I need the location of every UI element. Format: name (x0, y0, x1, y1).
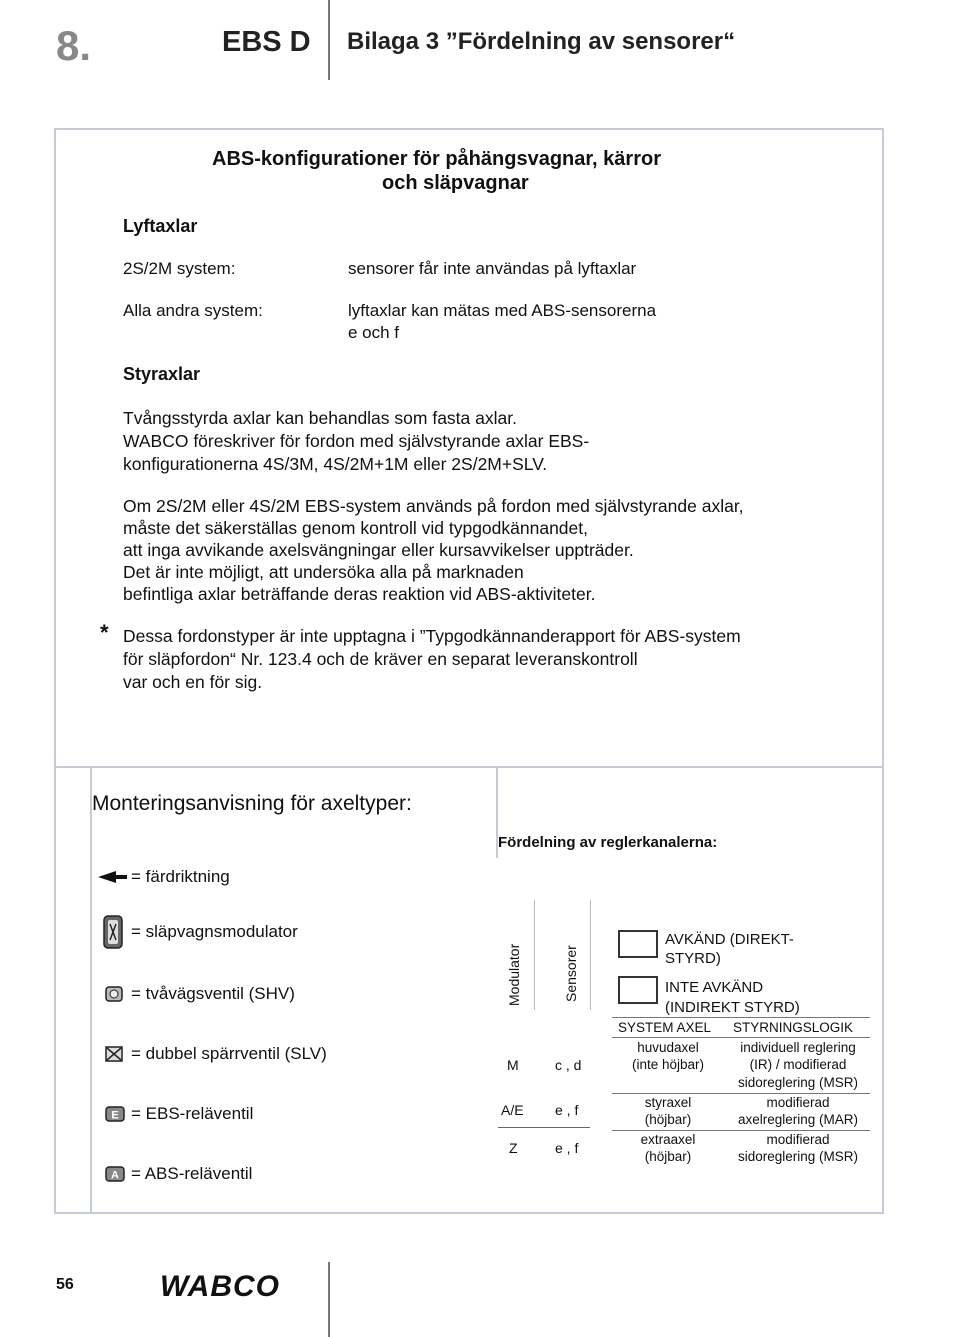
row-sensors-3: e , f (555, 1140, 579, 1156)
para1-line2: WABCO föreskriver för fordon med självstyrande axlar EBS- (123, 431, 590, 451)
legend-abs-relay: = ABS-reläventil (131, 1164, 253, 1183)
mounting-left-rule (90, 768, 92, 1212)
logic-header: STYRNINGSLOGIK (733, 1020, 854, 1035)
not-sensed-key-line1: INTE AVKÄND (665, 979, 764, 996)
ebs-icon-letter: E (111, 1109, 119, 1122)
legend-modulator: = släpvagnsmodulator (131, 922, 298, 941)
axle-table-top-rule (612, 1017, 870, 1018)
sensed-key-line1: AVKÄND (DIREKT- (665, 931, 794, 948)
row1-text: sensorer får inte användas på lyftaxlar (348, 259, 637, 278)
col-divider-1 (534, 900, 535, 1010)
note-asterisk: * (100, 620, 109, 645)
para1-line3: konfigurationerna 4S/3M, 4S/2M+1M eller 2S/2M+SLV. (123, 454, 548, 474)
sensed-key-box (618, 930, 658, 958)
header-divider (328, 0, 330, 80)
legend-two-way-valve: = tvåvägsventil (SHV) (131, 984, 295, 1003)
axle1-line2: (inte höjbar) (631, 1057, 705, 1072)
legend-direction: = färdriktning (131, 867, 230, 886)
wabco-logo: WABCO (160, 1270, 280, 1303)
chapter-number: 8. (56, 22, 92, 69)
para2-line1: Om 2S/2M eller 4S/2M EBS-system används på fordon med självstyrande axlar, (123, 496, 744, 516)
legend-ebs-relay: = EBS-reläventil (131, 1104, 254, 1123)
axle-row1-rule (612, 1093, 870, 1094)
para2-line3: att inga avvikande axelsvängningar eller kursavvikelser uppträder. (123, 540, 634, 560)
row-modulator-2: A/E (501, 1102, 524, 1118)
note-line1: Dessa fordonstyper är inte upptagna i ”Typgodkännanderapport för ABS-system (123, 626, 741, 646)
abs-icon-letter: A (111, 1169, 119, 1182)
distribution-title: Fördelning av reglerkanalerna: (498, 834, 718, 851)
row2-text-2: e och f (348, 323, 400, 342)
sensed-key-line2: STYRD) (665, 950, 721, 967)
logic1-line2: (IR) / modifierad (749, 1057, 847, 1072)
legend-double-check-valve: = dubbel spärrventil (SLV) (131, 1044, 327, 1063)
ebs-relay-valve-icon (104, 1104, 126, 1124)
axle3-line2: (höjbar) (644, 1149, 692, 1164)
para2-line2: måste det säkerställas genom kontroll vid typgodkännandet, (123, 518, 588, 538)
axle2-line1: styraxel (644, 1095, 692, 1110)
row2-label: Alla andra system: (123, 301, 263, 320)
lift-axle-heading: Lyftaxlar (123, 216, 198, 236)
note-line2: för släpfordon“ Nr. 123.4 och de kräver en separat leveranskontroll (123, 649, 638, 669)
page-number: 56 (56, 1276, 74, 1293)
row1-label: 2S/2M system: (123, 259, 236, 278)
trailer-modulator-icon (102, 914, 124, 950)
col-sensors-header: Sensorer (563, 945, 579, 1002)
logic1-line1: individuell reglering (740, 1040, 856, 1055)
chapter-title: Bilaga 3 ”Fördelning av sensorer“ (347, 28, 736, 55)
axle-header: SYSTEM AXEL (618, 1020, 712, 1035)
footer-divider (328, 1262, 330, 1337)
row-divider (498, 1127, 590, 1128)
arrow-left-icon (96, 868, 128, 886)
abs-relay-valve-icon (104, 1164, 126, 1184)
row2-text-1: lyftaxlar kan mätas med ABS-sensorerna (348, 301, 657, 320)
para2-line5: befintliga axlar beträffande deras reaktion vid ABS-aktiviteter. (123, 584, 596, 604)
row-modulator-1: M (507, 1057, 519, 1073)
abs-config-title-1: ABS-konfigurationer för påhängsvagnar, kärror (212, 148, 661, 170)
not-sensed-key-line2: (INDIREKT STYRD) (665, 999, 800, 1016)
chapter-name: EBS D (222, 26, 311, 58)
axle1-line1: huvudaxel (637, 1040, 699, 1055)
para1-line1: Tvångsstyrda axlar kan behandlas som fasta axlar. (123, 408, 517, 428)
row-sensors-1: c , d (555, 1057, 582, 1073)
logic2-line2: axelreglering (MAR) (737, 1112, 859, 1127)
logic1-line3: sidoreglering (MSR) (737, 1075, 859, 1090)
axle-row2-rule (612, 1130, 870, 1131)
abs-config-title-2: och släpvagnar (382, 172, 529, 194)
col-divider-2 (590, 900, 591, 1010)
two-way-valve-icon (104, 984, 124, 1004)
steer-axle-heading: Styraxlar (123, 364, 201, 384)
logic3-line2: sidoreglering (MSR) (737, 1149, 859, 1164)
logic3-line1: modifierad (766, 1132, 830, 1147)
axle3-line1: extraaxel (640, 1132, 696, 1147)
para2-line4: Det är inte möjligt, att undersöka alla på marknaden (123, 562, 524, 582)
col-modulator-header: Modulator (506, 943, 522, 1006)
logic2-line1: modifierad (766, 1095, 830, 1110)
mounting-title: Monteringsanvisning för axeltyper: (92, 792, 412, 815)
axle2-line2: (höjbar) (644, 1112, 692, 1127)
row-modulator-3: Z (509, 1140, 518, 1156)
note-line3: var och en för sig. (123, 672, 263, 692)
axle-table-header-rule (612, 1037, 870, 1038)
not-sensed-key-box (618, 976, 658, 1004)
double-check-valve-icon (104, 1044, 124, 1064)
row-sensors-2: e , f (555, 1102, 579, 1118)
